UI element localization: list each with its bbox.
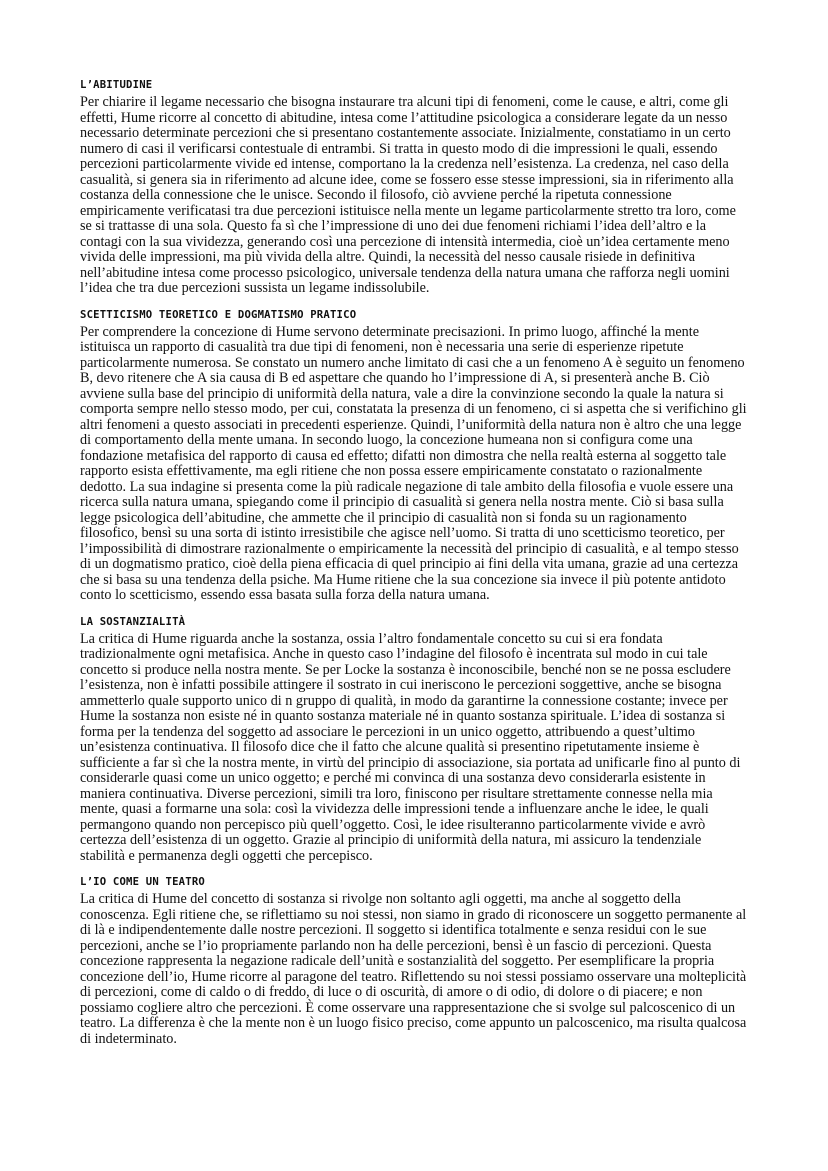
document-page bbox=[80, 76, 748, 1047]
section-paragraph: La critica di Hume del concetto di sostanza si rivolge non soltanto agli oggetti, ma anche al soggetto della conoscenza. Egli ritiene che, se riflettiamo su noi stessi, non siamo in grado di riconoscere un soggetto permanente al di là e indipendentemente dalle nostre percezioni. Il soggetto si identifica totalmente e senza residui con le sue percezioni, anche se l’io propriamente parlando non ha delle percezioni, bensì è un fascio di percezioni. Questa concezione rappresenta la negazione radicale dell’unità e sostanzialità del soggetto. Per esemplificare la propria concezione dell’io, Hume ricorre al paragone del teatro. Riflettendo su noi stessi possiamo osservare una molteplicità di percezioni, come di caldo o di freddo, di luce o di oscurità, di amore o di odio, di dolore o di piacere; e non possiamo cogliere altro che percezioni. È come osservare una rappresentazione che si svolge sul palcoscenico di un teatro. La differenza è che la mente non è un luogo fisico preciso, come appunto un palcoscenico, ma risulta qualcosa di indeterminato. bbox=[80, 891, 747, 1047]
section-paragraph: Per comprendere la concezione di Hume servono determinate precisazioni. In primo luogo, affinché la mente istituisca un rapporto di casualità tra due tipi di fenomeni, non è necessaria una serie di esperienze ripetute particolarmente numerosa. Se constato un numero anche limitato di casi che a un fenomeno A è seguito un fenomeno B, devo ritenere che A sia causa di B ed aspettare che quando ho l’impressione di A, si presenterà anche B. Ciò avviene sulla base del principio di uniformità della natura, vale a dire la convinzione secondo la quale la natura si comporta sempre nello stesso modo, per cui, constatata la presenza di un fenomeno, ci si aspetta che si verifichino gli altri fenomeni a questo associati in precedenti esperienze. Quindi, l’uniformità della natura non è altro che una legge di comportamento della mente umana. In secondo luogo, la concezione humeana non si configura come una fondazione metafisica del rapporto di causa ed effetto; difatti non dimostra che nella realtà esterna al soggetto tale rapporto esista effettivamente, ma egli ritiene che non possa essere empiricamente constatato o razionalmente dedotto. La sua indagine si presenta come la più radicale negazione di tale ambito della filosofia e vuole essere una ricerca sulla natura umana, spiegando come il principio di casualità si genera nella nostra mente. Ciò si basa sulla legge psicologica dell’abitudine, che ammette che il principio di casualità non si fonda su un ragionamento filosofico, bensì su una sorta di istinto irresistibile che agisce nell’uomo. Si tratta di uno scetticismo teoretico, per l’impossibilità di dimostrare razionalmente o empiricamente la necessità del principio di casualità, e al tempo stesso di un dogmatismo pratico, cioè della piena efficacia di quel principio ai fini della vita umana, grazie ad una certezza che si basa su una tendenza della psiche. Ma Hume ritiene che la sua concezione sia invece il più potente antidoto conto lo scetticismo, essendo essa basata sulla forza della natura umana. bbox=[80, 323, 747, 603]
section-paragraph: Per chiarire il legame necessario che bisogna instaurare tra alcuni tipi di fenomeni, come le cause, e altri, come gli effetti, Hume ricorre al concetto di abitudine, intesa come l’attitudine psicologica a considerare legate da un nesso necessario determinate percezioni che si presentano costantemente associate. Inizialmente, constatiamo in un certo numero di casi il verificarsi contestuale di entrambi. Si tratta in questo modo di die impressioni le quali, essendo percezioni particolarmente vivide ed intense, comportano la la credenza nell’esistenza. La credenza, nel caso della casualità, si genera sia in riferimento ad alcune idee, come se fossero esse stesse impressioni, sia in riferimento alla costanza della connessione che le unisce. Secondo il filosofo, ciò avviene perché la ripetuta connessione empiricamente verificatasi tra due percezioni istituisce nella mente un legame particolarmente stretto tra loro, come se si trattasse di una sola. Questo fa sì che l’impressione di uno dei due fenomeni richiami l’idea dell’altro e la contagi con la sua vividezza, generando così una percezione di intensità intermedia, cioè un’idea certamente meno vivida delle impressioni, ma più vivida della altre. Quindi, la necessità del nesso causale risiede in definitiva nell’abitudine intesa come processo psicologico, universale tendenza della natura umana che rafforza negli uomini l’idea che tra due percezioni sussista un legame indissolubile. bbox=[80, 94, 736, 296]
section-heading: L’ABITUDINE bbox=[80, 79, 153, 91]
section-heading: L’IO COME UN TEATRO bbox=[80, 876, 205, 888]
section-sostanzialita bbox=[80, 613, 748, 865]
section-paragraph: La critica di Hume riguarda anche la sostanza, ossia l’altro fondamentale concetto su cui si era fondata tradizionalmente ogni metafisica. Anche in questo caso l’indagine del filosofo è incentrata sul modo in cui tale concetto si produce nella nostra mente. Se per Locke la sostanza è inconoscibile, benché non se ne possa escludere l’esistenza, non è infatti possibile attingere il sostrato in cui ineriscono le percezioni soggettive, anche se bisogna ammetterlo quale supporto unico di n gruppo di qualità, in modo da garantirne la connessione costante; invece per Hume la sostanza non esiste né in quanto sostanza materiale né in quanto sostanza spirituale. L’idea di sostanza si forma per la tendenza del soggetto ad associare le percezioni in un unico oggetto, attribuendo a quest’ultimo un’esistenza continuativa. Il filosofo dice che il fatto che alcune qualità si presentino ripetutamente insieme è sufficiente a far sì che la nostra mente, in virtù del principio di associazione, sia portata ad unificarle fino al punto di considerarle quasi come un unico oggetto; e perché mi convinca di una sostanza devo considerarla esistente in maniera continuativa. Diverse percezioni, simili tra loro, finiscono per risultare strettamente connesse nella mia mente, quasi a formarne una sola: così la vividezza delle impressioni tende a influenzare anche le idee, le quali permangono quando non percepisco più quell’oggetto. Così, le idee risulteranno particolarmente vivide e avrò certezza dell’esistenza di un oggetto. Grazie al principio di uniformità della natura, mi assicuro la tendenziale stabilità e permanenza degli oggetti che percepisco. bbox=[80, 630, 741, 864]
section-heading: LA SOSTANZIALITÀ bbox=[80, 615, 186, 628]
section-heading: SCETTICISMO TEORETICO E DOGMATISMO PRATICO bbox=[80, 308, 357, 321]
section-scetticismo bbox=[80, 306, 748, 604]
section-io-teatro bbox=[80, 873, 748, 1047]
section-abitudine bbox=[80, 76, 748, 297]
